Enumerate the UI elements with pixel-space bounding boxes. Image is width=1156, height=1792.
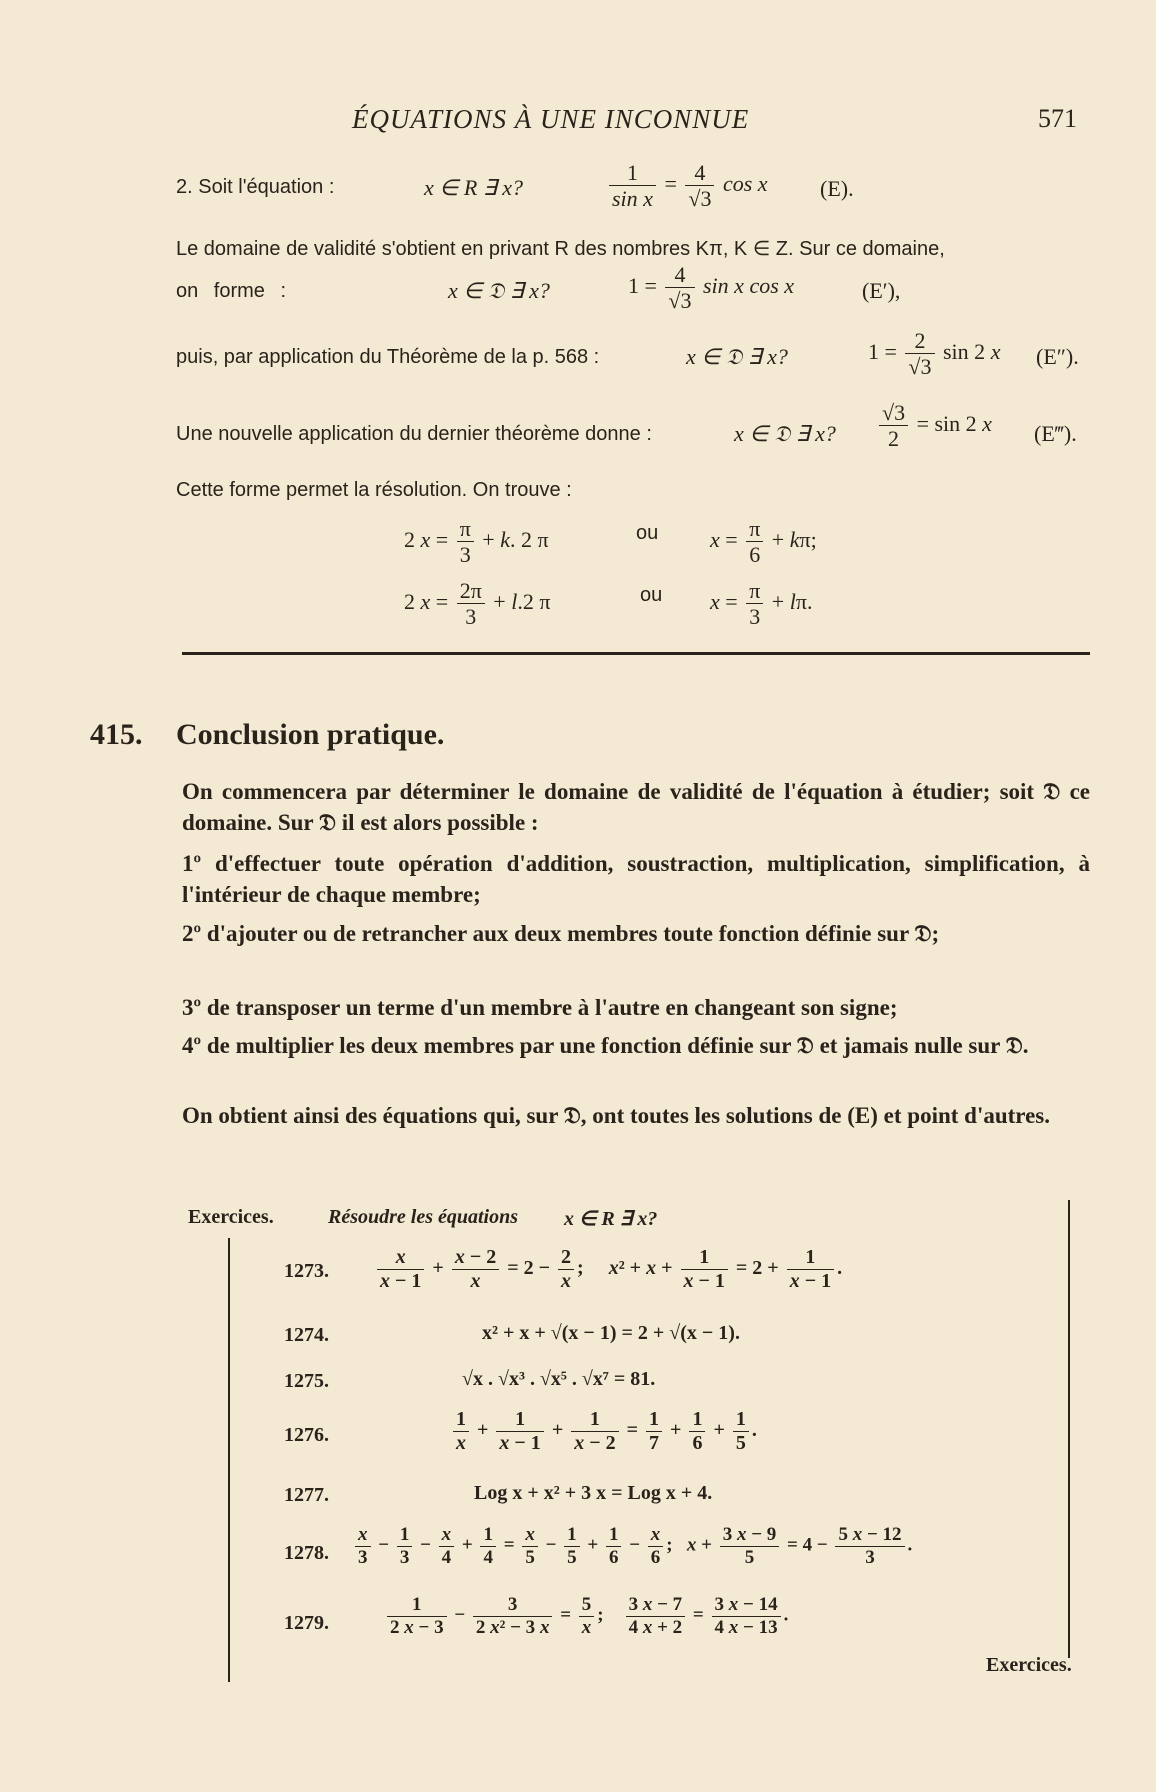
solution-1a: 2 x = $\frac{\pi}{3}$ + k. 2 π (404, 516, 549, 568)
exercises-instruction: Résoudre les équations (328, 1206, 519, 1228)
exercise-number: 1277. (284, 1484, 329, 1506)
exercise-number: 1274. (284, 1324, 329, 1346)
domain-D-3: x ∈ 𝔇 ∃ x? (734, 421, 836, 446)
equation-E: $\frac{1}{\text{sin x}}$ = $\frac{4}{√3}$ cos x (606, 160, 768, 212)
on-forme: on forme : (176, 280, 287, 302)
cette-forme-line: Cette forme permet la résolution. On trouve : (176, 479, 572, 501)
page-number: 571 (1038, 104, 1077, 133)
equation-E1-tag: (E′), (862, 278, 901, 303)
nouvelle-line: Une nouvelle application du dernier théorème donne : (176, 423, 652, 445)
exercise-number: 1273. (284, 1260, 329, 1282)
exercise-1274-equation: x² + x + √(x − 1) = 2 + √(x − 1). (482, 1322, 740, 1344)
equation-E2-tag: (E″). (1036, 344, 1079, 369)
exercise-1275-equation: √x . √x³ . √x⁵ . √x⁷ = 81. (462, 1368, 656, 1390)
section-item-4: 4º de multiplier les deux membres par une fonction définie sur 𝔇 et jamais nulle sur 𝔇. (182, 1033, 1029, 1058)
equation-E-tag: (E). (820, 176, 854, 201)
footer-exercises: Exercices. (986, 1654, 1072, 1676)
equation-E1: 1 = $\frac{4}{√3}$ sin x cos x (628, 262, 795, 314)
section-item-3: 3º de transposer un terme d'un membre à l'autre en changeant son signe; (182, 995, 898, 1020)
solution-2a: 2 x = $\frac{2\pi}{3}$ + l.2 π (404, 578, 551, 630)
exercise-1277-equation: Log x + x² + 3 x = Log x + 4. (474, 1482, 713, 1504)
section-conclusion: On obtient ainsi des équations qui, sur 𝔇, ont toutes les solutions de (E) et point d'autres. (182, 1103, 1050, 1128)
ou-2: ou (640, 584, 663, 606)
section-intro: On commencera par déterminer le domaine de validité de l'équation à étudier; soit 𝔇 ce domaine. Sur 𝔇 il est alors possible : (182, 779, 1090, 836)
exercise-number: 1279. (284, 1612, 329, 1634)
solution-2b: x = $\frac{\pi}{3}$ + lπ. (710, 578, 813, 630)
domain-D-2: x ∈ 𝔇 ∃ x? (686, 344, 788, 369)
separator-rule (182, 652, 1090, 655)
section-title: Conclusion pratique. (176, 718, 445, 751)
equation-E3-tag: (E‴). (1034, 421, 1077, 446)
puis-line: puis, par application du Théorème de la p. 568 : (176, 346, 600, 368)
exercises-domain: x ∈ R ∃ x? (564, 1208, 658, 1230)
exercise-1279-equation: $\frac{1}{2 x - 3}$ − $\frac{3}{\text{2 x² − 3 x}}$ = $\frac{5}{x}$ ; $\frac{3 x - 7}{4 x + 2}$ = $\frac{3 x - 14}{4 x - 13}$ . (384, 1594, 788, 1639)
exercise-1276-equation: $\frac{1}{x}$ + $\frac{1}{x - 1}$ + $\frac{1}{x - 2}$ = $\frac{1}{7}$ + $\frac{1}{6}$ + $\frac{1}{5}$ . (450, 1408, 757, 1455)
equation-E2: 1 = $\frac{2}{√3}$ sin 2 x (868, 328, 1001, 380)
domain-D-1: x ∈ 𝔇 ∃ x? (448, 278, 550, 303)
example-label: 2. Soit l'équation : (176, 176, 335, 198)
exercises-heading: Exercices. (188, 1206, 274, 1228)
exercise-number: 1275. (284, 1370, 329, 1392)
section-item-1: 1º d'effectuer toute opération d'addition, soustraction, multiplication, simplification, à l'intérieur de chaque membre; (182, 851, 1090, 908)
running-title: ÉQUATIONS À UNE INCONNUE (352, 104, 750, 134)
ou-1: ou (636, 522, 659, 544)
exercises-right-bar (1068, 1200, 1070, 1658)
validity-line: Le domaine de validité s'obtient en privant R des nombres Kπ, K ∈ Z. Sur ce domaine, (176, 238, 945, 260)
exercise-number: 1276. (284, 1424, 329, 1446)
solution-1b: x = $\frac{\pi}{6}$ + kπ; (710, 516, 817, 568)
section-number: 415. (90, 718, 143, 751)
section-item-2: 2º d'ajouter ou de retrancher aux deux membres toute fonction définie sur 𝔇; (182, 921, 940, 946)
equation-E3: $\frac{√3}{2}$ = sin 2 x (876, 400, 992, 452)
exercise-1278-equation: $\frac{x}{3}$ − $\frac{1}{3}$ − $\frac{x}{4}$ + $\frac{1}{4}$ = $\frac{x}{5}$ − $\frac{1}{5}$ + $\frac{1}{6}$ − $\frac{x}{6}$ ; x + $\frac{3 x - 9}{5}$ = 4 − $\frac{5 x - 12}{3}$ . (352, 1524, 912, 1569)
exercise-1273-equation: $\frac{x}{x - 1}$ + $\frac{x - 2}{x}$ = 2 − $\frac{2}{x}$ ; x² + x + $\frac{1}{x - 1}$ = 2 + $\frac{1}{x - 1}$ . (374, 1246, 842, 1293)
example-domain: x ∈ R ∃ x? (424, 175, 524, 200)
exercises-left-bar (228, 1238, 230, 1682)
exercise-number: 1278. (284, 1542, 329, 1564)
